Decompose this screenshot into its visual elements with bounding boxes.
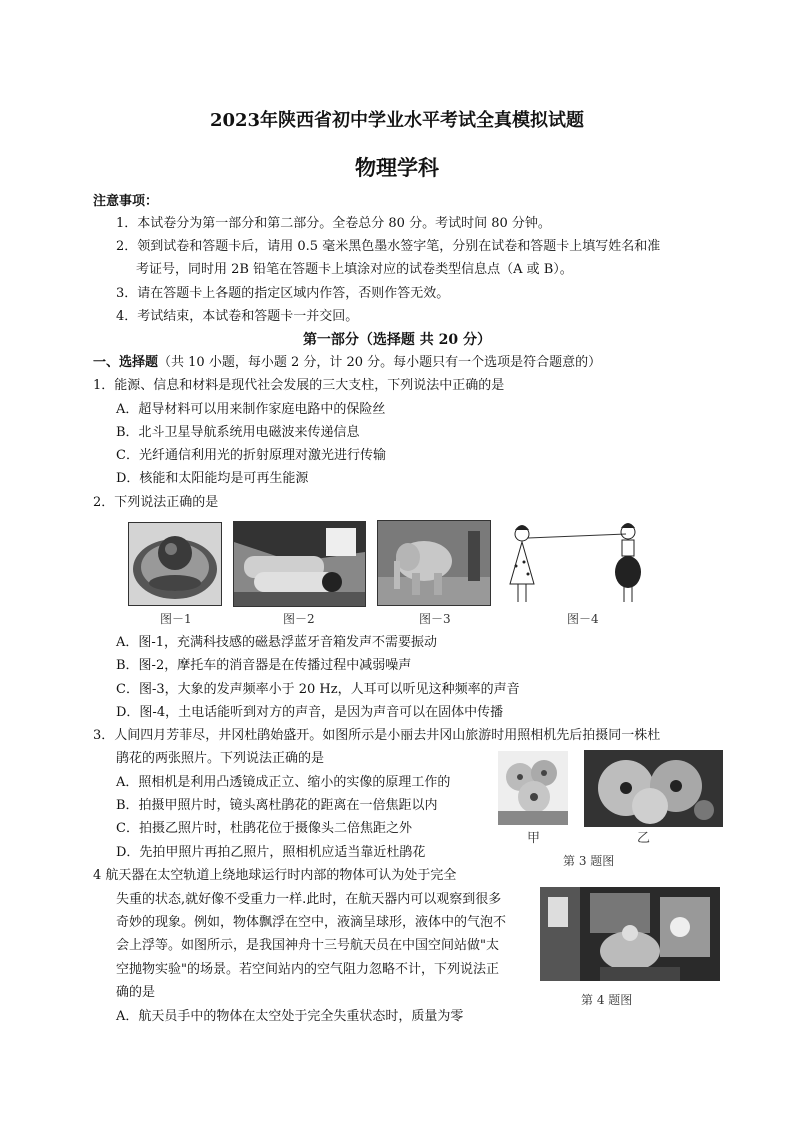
part1-heading: 第一部分（选择题 共 20 分） (302, 332, 492, 348)
fig-4-string-telephone-image (500, 518, 650, 608)
q2-option-c: C．图-3，大象的发声频率小于 20 Hz，人耳可以听见这种频率的声音 (116, 682, 520, 697)
q3-option-d: D．先拍甲照片再拍乙照片，照相机应适当靠近杜鹃花 (116, 845, 426, 860)
exam-title: 2023年陕西省初中学业水平考试全真模拟试题 (209, 110, 585, 131)
section-heading (93, 354, 601, 372)
q4-space-station-photo-image (540, 887, 720, 981)
q3-figure-caption: 第 3 题图 (563, 854, 615, 868)
q2-option-a: A．图-1，充满科技感的磁悬浮蓝牙音箱发声不需要振动 (116, 635, 438, 650)
q3-label-a: 甲 (527, 831, 541, 846)
q3-photo-b-flower-image (584, 750, 723, 827)
q3-option-a: A．照相机是利用凸透镜成正立、缩小的实像的原理工作的 (116, 775, 451, 790)
fig-2-caption: 图－2 (283, 612, 315, 626)
q1-stem: 1．能源、信息和材料是现代社会发展的三大支柱，下列说法中正确的是 (93, 378, 505, 393)
q4-stem-line-4: 会上浮等。如图所示，是我国神舟十三号航天员在中国空间站做"太 (116, 938, 499, 953)
q3-label-b: 乙 (637, 831, 651, 846)
notice-item-1: 1．本试卷分为第一部分和第二部分。全卷总分 80 分。考试时间 80 分钟。 (116, 216, 551, 231)
section-label: 一、选择题 (93, 355, 159, 370)
q3-option-c: C．拍摄乙照片时，杜鹃花位于摄像头二倍焦距之外 (116, 821, 412, 836)
fig-1-speaker-image (128, 522, 222, 606)
q4-stem-line-2: 失重的状态,就好像不受重力一样.此时，在航天器内可以观察到很多 (116, 892, 502, 907)
notice-item-4: 4．考试结束，本试卷和答题卡一并交回。 (116, 309, 359, 324)
q3-stem-line-2: 鹃花的两张照片。下列说法正确的是 (116, 751, 325, 766)
q4-stem-line-6: 确的是 (116, 985, 156, 1000)
q1-option-a: A．超导材料可以用来制作家庭电路中的保险丝 (116, 402, 386, 417)
section-desc: （共 10 小题，每小题 2 分，计 20 分。每小题只有一个选项是符合题意的） (158, 355, 602, 370)
subject-title: 物理学科 (355, 155, 439, 180)
fig-3-caption: 图－3 (419, 612, 451, 626)
notice-heading: 注意事项： (93, 194, 159, 209)
notice-item-2: 2．领到试卷和答题卡后，请用 0.5 毫米黑色墨水签字笔，分别在试卷和答题卡上填写姓名和准 (116, 239, 661, 254)
notice-item-2-cont: 考证号，同时用 2B 铅笔在答题卡上填涂对应的试卷类型信息点（A 或 B）。 (136, 262, 573, 277)
q3-stem-line-1: 3．人间四月芳菲尽，井冈杜鹃始盛开。如图所示是小丽去井冈山旅游时用照相机先后拍摄同一株杜 (93, 728, 661, 743)
q1-option-c: C．光纤通信利用光的折射原理对激光进行传输 (116, 448, 386, 463)
q2-option-b: B．图-2，摩托车的消音器是在传播过程中减弱噪声 (116, 658, 412, 673)
q1-option-d: D．核能和太阳能均是可再生能源 (116, 471, 309, 486)
q2-stem: 2．下列说法正确的是 (93, 495, 219, 510)
q4-stem-line-3: 奇妙的现象。例如，物体飘浮在空中，液滴呈球形，液体中的气泡不 (116, 915, 507, 930)
fig-1-caption: 图－1 (160, 612, 192, 626)
fig-2-motorcycle-image (233, 521, 366, 607)
q4-figure-caption: 第 4 题图 (581, 993, 633, 1007)
q2-option-d: D．图-4，土电话能听到对方的声音，是因为声音可以在固体中传播 (116, 705, 504, 720)
q1-option-b: B．北斗卫星导航系统用电磁波来传递信息 (116, 425, 360, 440)
q3-photo-a-flower-image (498, 751, 568, 825)
fig-3-elephant-image (377, 520, 491, 606)
q4-option-a: A．航天员手中的物体在太空处于完全失重状态时，质量为零 (116, 1009, 464, 1024)
q3-option-b: B．拍摄甲照片时，镜头离杜鹃花的距离在一倍焦距以内 (116, 798, 438, 813)
notice-item-3: 3．请在答题卡上各题的指定区域内作答，否则作答无效。 (116, 286, 450, 301)
q4-stem-line-5: 空抛物实验"的场景。若空间站内的空气阻力忽略不计，下列说法正 (116, 962, 499, 977)
q4-stem-line-1: 4 航天器在太空轨道上绕地球运行时内部的物体可认为处于完全 (93, 868, 457, 883)
fig-4-caption: 图－4 (567, 612, 599, 626)
